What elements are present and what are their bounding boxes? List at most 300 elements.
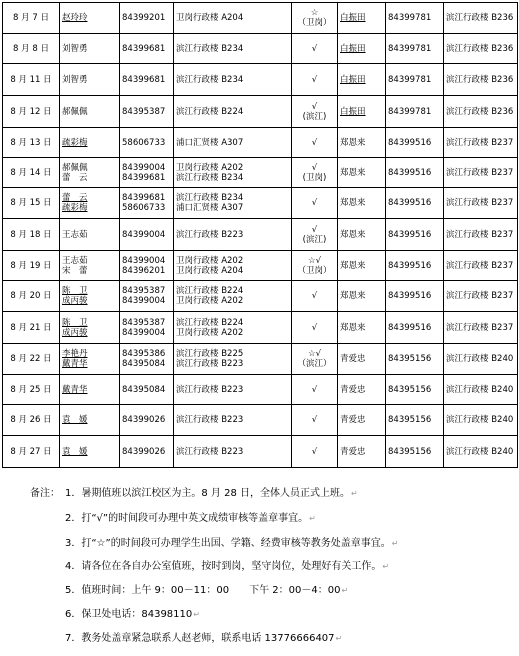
duty-office bbox=[174, 344, 292, 375]
duty-date-text: 8 月 26 日 bbox=[10, 415, 52, 425]
duty-date-text: 8 月 19 日 bbox=[10, 260, 52, 271]
leader-name bbox=[338, 3, 386, 34]
service-mark-line: √ bbox=[311, 162, 318, 173]
leader-office-text: 滨江行政楼 B236 bbox=[446, 13, 514, 23]
note-item bbox=[65, 609, 200, 621]
table-row bbox=[3, 312, 518, 344]
duty-phone bbox=[120, 34, 174, 64]
duty-staff bbox=[60, 344, 120, 375]
duty-office bbox=[174, 251, 292, 281]
leader-name-text: 白振田 bbox=[340, 13, 366, 23]
service-mark bbox=[292, 281, 338, 312]
service-mark-line: (滨江) bbox=[302, 234, 327, 245]
duty-office-line: 滨江行政楼 B234 bbox=[176, 43, 244, 54]
duty-date bbox=[3, 188, 60, 219]
duty-schedule-table bbox=[2, 2, 518, 468]
note-item bbox=[65, 633, 342, 645]
duty-phone-line: 84395387 bbox=[122, 317, 166, 328]
paragraph-mark-icon: ↵ bbox=[309, 514, 316, 523]
leader-phone-text: 84395156 bbox=[388, 415, 432, 425]
leader-office-text: 滨江行政楼 B237 bbox=[446, 322, 514, 333]
note-text: 3．打“☆”的时间段可办理学生出国、学籍、经费审核等教务处盖章事宜。 bbox=[65, 538, 391, 549]
duty-phone-line: 84399201 bbox=[122, 13, 166, 23]
leader-phone-text: 84399516 bbox=[388, 260, 432, 271]
duty-date bbox=[3, 344, 60, 375]
leader-office-text: 滨江行政楼 B237 bbox=[446, 167, 514, 178]
leader-name-text: 青爱忠 bbox=[340, 415, 366, 425]
leader-name bbox=[338, 312, 386, 344]
leader-office bbox=[444, 375, 518, 405]
duty-phone-line: 84399004 bbox=[122, 229, 166, 240]
duty-office-line: 滨江行政楼 B223 bbox=[176, 446, 244, 457]
service-mark bbox=[292, 344, 338, 375]
duty-phone bbox=[120, 312, 174, 344]
duty-phone-line: 84399681 bbox=[122, 172, 166, 183]
leader-name bbox=[338, 344, 386, 375]
leader-office-text: 滨江行政楼 B240 bbox=[446, 354, 514, 364]
duty-staff bbox=[60, 251, 120, 281]
note-item bbox=[65, 513, 316, 525]
leader-office bbox=[444, 344, 518, 375]
duty-staff-line: 袁 媛 bbox=[62, 415, 88, 425]
duty-staff-line: 成丙骏 bbox=[62, 327, 88, 338]
leader-office-text: 滨江行政楼 B236 bbox=[446, 43, 514, 54]
service-mark bbox=[292, 219, 338, 251]
leader-phone bbox=[386, 3, 444, 34]
duty-date bbox=[3, 158, 60, 188]
leader-office-text: 滨江行政楼 B236 bbox=[446, 74, 514, 85]
table-row bbox=[3, 251, 518, 281]
duty-office bbox=[174, 158, 292, 188]
leader-phone bbox=[386, 34, 444, 64]
duty-phone-line: 84399026 bbox=[122, 446, 166, 457]
leader-office-text: 滨江行政楼 B240 bbox=[446, 446, 514, 457]
duty-phone-line: 84395387 bbox=[122, 106, 166, 117]
leader-name bbox=[338, 64, 386, 96]
leader-phone bbox=[386, 312, 444, 344]
service-mark-line: (滨江) bbox=[302, 111, 327, 122]
duty-phone-line: 84395386 bbox=[122, 349, 166, 359]
service-mark-line: √ bbox=[311, 446, 318, 457]
leader-name bbox=[338, 375, 386, 405]
duty-date bbox=[3, 436, 60, 468]
service-mark bbox=[292, 34, 338, 64]
duty-staff-line: 王志茹 bbox=[62, 229, 88, 240]
leader-phone-text: 84395156 bbox=[388, 354, 432, 364]
duty-date-text: 8 月 13 日 bbox=[10, 137, 52, 148]
leader-phone-text: 84399781 bbox=[388, 74, 432, 85]
leader-phone bbox=[386, 281, 444, 312]
leader-office-text: 滨江行政楼 B237 bbox=[446, 198, 514, 208]
duty-staff bbox=[60, 158, 120, 188]
duty-phone-line: 84399681 bbox=[122, 43, 166, 54]
leader-phone bbox=[386, 219, 444, 251]
table-row bbox=[3, 436, 518, 468]
leader-phone bbox=[386, 405, 444, 436]
leader-office bbox=[444, 128, 518, 158]
duty-phone-line: 84399004 bbox=[122, 255, 166, 266]
service-mark bbox=[292, 251, 338, 281]
duty-phone bbox=[120, 405, 174, 436]
duty-date-text: 8 月 18 日 bbox=[10, 229, 52, 240]
notes-label: 备注： bbox=[30, 488, 60, 499]
duty-office-line: 滨江行政楼 B224 bbox=[176, 106, 244, 117]
service-mark bbox=[292, 3, 338, 34]
leader-name-text: 郑恩来 bbox=[340, 229, 366, 240]
leader-phone-text: 84399516 bbox=[388, 198, 432, 208]
table-row bbox=[3, 128, 518, 158]
leader-office bbox=[444, 188, 518, 219]
leader-phone bbox=[386, 64, 444, 96]
note-text: 1．暑期值班以滨江校区为主。8 月 28 日，全体人员正式上班。 bbox=[65, 488, 350, 499]
duty-phone-line: 84395387 bbox=[122, 286, 166, 296]
duty-date-text: 8 月 15 日 bbox=[10, 198, 52, 208]
leader-phone-text: 84399781 bbox=[388, 106, 432, 117]
duty-office bbox=[174, 34, 292, 64]
service-mark-line: (卫岗) bbox=[302, 172, 327, 183]
duty-date-text: 8 月 12 日 bbox=[10, 106, 52, 117]
duty-date-text: 8 月 21 日 bbox=[10, 322, 52, 333]
leader-office bbox=[444, 436, 518, 468]
duty-phone bbox=[120, 375, 174, 405]
leader-name bbox=[338, 34, 386, 64]
duty-staff-line: 郝佩佩 bbox=[62, 106, 88, 117]
service-mark-line: √ bbox=[311, 198, 318, 208]
duty-date-text: 8 月 7 日 bbox=[13, 13, 49, 23]
service-mark-line: √ bbox=[311, 137, 318, 148]
leader-name-text: 青爱忠 bbox=[340, 354, 366, 364]
leader-office bbox=[444, 312, 518, 344]
duty-office bbox=[174, 312, 292, 344]
leader-office bbox=[444, 281, 518, 312]
duty-office-line: 卫岗行政楼 A202 bbox=[176, 162, 244, 173]
table-row bbox=[3, 375, 518, 405]
service-mark-line: √ bbox=[311, 291, 318, 301]
service-mark-line: √ bbox=[311, 74, 318, 85]
duty-staff bbox=[60, 64, 120, 96]
leader-phone bbox=[386, 251, 444, 281]
leader-phone-text: 84399516 bbox=[388, 291, 432, 301]
duty-staff-line: 疏彩梅 bbox=[62, 203, 88, 213]
duty-office-line: 滨江行政楼 B225 bbox=[176, 349, 244, 359]
service-mark-line: ☆√ bbox=[307, 349, 322, 359]
duty-office bbox=[174, 375, 292, 405]
duty-staff bbox=[60, 436, 120, 468]
duty-staff bbox=[60, 312, 120, 344]
duty-office bbox=[174, 436, 292, 468]
service-mark-line: √ bbox=[311, 43, 318, 54]
service-mark bbox=[292, 96, 338, 128]
leader-phone-text: 84399516 bbox=[388, 167, 432, 178]
duty-phone-line: 84399681 bbox=[122, 193, 166, 203]
table-row bbox=[3, 96, 518, 128]
duty-date-text: 8 月 20 日 bbox=[10, 291, 52, 301]
service-mark-line: √ bbox=[311, 224, 318, 235]
duty-office bbox=[174, 188, 292, 219]
duty-date bbox=[3, 128, 60, 158]
duty-staff-line: 刘智勇 bbox=[62, 74, 88, 85]
table-row bbox=[3, 405, 518, 436]
duty-staff-line: 王志茹 bbox=[62, 255, 88, 266]
leader-office-text: 滨江行政楼 B237 bbox=[446, 137, 514, 148]
leader-office-text: 滨江行政楼 B237 bbox=[446, 260, 514, 271]
duty-office-line: 滨江行政楼 B234 bbox=[176, 193, 244, 203]
duty-office-line: 卫岗行政楼 A202 bbox=[176, 296, 244, 306]
leader-phone-text: 84395156 bbox=[388, 446, 432, 457]
duty-office-line: 滨江行政楼 B223 bbox=[176, 359, 244, 369]
leader-name-text: 白振田 bbox=[340, 106, 366, 117]
paragraph-mark-icon: ↵ bbox=[391, 539, 399, 548]
duty-date-text: 8 月 27 日 bbox=[10, 446, 52, 457]
leader-name bbox=[338, 281, 386, 312]
duty-phone bbox=[120, 436, 174, 468]
note-item bbox=[65, 585, 348, 597]
paragraph-mark-icon: ↵ bbox=[335, 634, 343, 643]
duty-date bbox=[3, 312, 60, 344]
duty-phone-line: 84395084 bbox=[122, 359, 166, 369]
duty-office-line: 滨江行政楼 B223 bbox=[176, 415, 244, 425]
duty-staff-line: 宋 蕾 bbox=[62, 265, 88, 276]
duty-office-line: 卫岗行政楼 A202 bbox=[176, 327, 244, 338]
service-mark-line: √ bbox=[311, 384, 318, 395]
leader-name-text: 青爱忠 bbox=[340, 384, 366, 395]
paragraph-mark-icon: ↵ bbox=[382, 562, 390, 571]
leader-office-text: 滨江行政楼 B237 bbox=[446, 229, 514, 240]
table-row bbox=[3, 344, 518, 375]
leader-office bbox=[444, 219, 518, 251]
leader-name bbox=[338, 405, 386, 436]
leader-office bbox=[444, 96, 518, 128]
duty-office-line: 滨江行政楼 B223 bbox=[176, 229, 244, 240]
duty-office-line: 滨江行政楼 B234 bbox=[176, 74, 244, 85]
leader-phone bbox=[386, 128, 444, 158]
duty-staff-line: 疏彩梅 bbox=[62, 137, 88, 148]
service-mark bbox=[292, 158, 338, 188]
leader-name bbox=[338, 251, 386, 281]
service-mark bbox=[292, 128, 338, 158]
leader-name-text: 白振田 bbox=[340, 43, 366, 54]
note-item bbox=[65, 488, 358, 500]
duty-office bbox=[174, 281, 292, 312]
leader-name-text: 郑恩来 bbox=[340, 260, 366, 271]
duty-staff bbox=[60, 3, 120, 34]
duty-phone-line: 84399004 bbox=[122, 162, 166, 173]
service-mark bbox=[292, 188, 338, 219]
duty-phone bbox=[120, 344, 174, 375]
table-row bbox=[3, 219, 518, 251]
service-mark bbox=[292, 312, 338, 344]
duty-date bbox=[3, 251, 60, 281]
duty-staff-line: 陈 卫 bbox=[62, 317, 88, 328]
duty-phone bbox=[120, 281, 174, 312]
duty-date-text: 8 月 11 日 bbox=[10, 74, 52, 85]
paragraph-mark-icon: ↵ bbox=[193, 610, 200, 619]
duty-office-line: 滨江行政楼 B224 bbox=[176, 286, 244, 296]
note-item bbox=[65, 538, 398, 550]
leader-office-text: 滨江行政楼 B240 bbox=[446, 415, 514, 425]
duty-date bbox=[3, 375, 60, 405]
leader-name-text: 郑恩来 bbox=[340, 137, 366, 148]
duty-staff bbox=[60, 188, 120, 219]
duty-phone bbox=[120, 158, 174, 188]
leader-name-text: 青爱忠 bbox=[340, 446, 366, 457]
leader-phone-text: 84399516 bbox=[388, 229, 432, 240]
duty-office-line: 浦口汇贤楼 A307 bbox=[176, 137, 244, 148]
duty-phone bbox=[120, 96, 174, 128]
table-row bbox=[3, 64, 518, 96]
duty-date bbox=[3, 64, 60, 96]
service-mark-line: （卫岗） bbox=[297, 18, 332, 28]
duty-office bbox=[174, 3, 292, 34]
leader-phone bbox=[386, 158, 444, 188]
service-mark bbox=[292, 405, 338, 436]
leader-name-text: 白振田 bbox=[340, 74, 366, 85]
duty-phone-line: 84399004 bbox=[122, 327, 166, 338]
leader-name bbox=[338, 219, 386, 251]
duty-staff-line: 李艳丹 bbox=[62, 349, 88, 359]
leader-office bbox=[444, 405, 518, 436]
service-mark-line: ☆√ bbox=[307, 255, 322, 266]
duty-staff bbox=[60, 375, 120, 405]
duty-staff-line: 成丙骏 bbox=[62, 296, 88, 306]
leader-name-text: 郑恩来 bbox=[340, 198, 366, 208]
paragraph-mark-icon: ↵ bbox=[341, 586, 349, 595]
duty-phone bbox=[120, 188, 174, 219]
duty-staff-line: 戴青华 bbox=[62, 384, 88, 395]
leader-name bbox=[338, 188, 386, 219]
duty-phone-line: 84399681 bbox=[122, 74, 166, 85]
note-text: 4．请各位在各自办公室值班，按时到岗，坚守岗位，处理好有关工作。 bbox=[65, 561, 382, 572]
service-mark-line: √ bbox=[311, 101, 318, 112]
duty-phone-line: 58606733 bbox=[122, 137, 166, 148]
duty-phone-line: 84395084 bbox=[122, 384, 166, 395]
duty-date bbox=[3, 3, 60, 34]
leader-phone-text: 84399781 bbox=[388, 43, 432, 54]
leader-phone-text: 84399516 bbox=[388, 322, 432, 333]
leader-phone bbox=[386, 436, 444, 468]
leader-name bbox=[338, 158, 386, 188]
duty-phone bbox=[120, 64, 174, 96]
leader-phone-text: 84399516 bbox=[388, 137, 432, 148]
table-row bbox=[3, 188, 518, 219]
duty-phone bbox=[120, 251, 174, 281]
duty-staff-line: 袁 媛 bbox=[62, 446, 88, 457]
service-mark-line: ☆ bbox=[310, 8, 319, 18]
duty-staff bbox=[60, 281, 120, 312]
service-mark-line: （滨江） bbox=[297, 359, 332, 369]
leader-name-text: 郑恩来 bbox=[340, 167, 366, 178]
service-mark bbox=[292, 375, 338, 405]
duty-staff-line: 蕾 云 bbox=[62, 172, 88, 183]
duty-office-line: 卫岗行政楼 A204 bbox=[176, 265, 244, 276]
table-row bbox=[3, 3, 518, 34]
table-row bbox=[3, 158, 518, 188]
leader-name bbox=[338, 436, 386, 468]
duty-phone bbox=[120, 219, 174, 251]
duty-staff-line: 陈 卫 bbox=[62, 286, 88, 296]
leader-name bbox=[338, 128, 386, 158]
leader-office-text: 滨江行政楼 B240 bbox=[446, 384, 514, 395]
duty-date bbox=[3, 96, 60, 128]
duty-phone-line: 84399026 bbox=[122, 415, 166, 425]
leader-office-text: 滨江行政楼 B236 bbox=[446, 106, 514, 117]
leader-office bbox=[444, 251, 518, 281]
duty-office bbox=[174, 64, 292, 96]
duty-office bbox=[174, 128, 292, 158]
leader-phone bbox=[386, 188, 444, 219]
duty-date bbox=[3, 34, 60, 64]
note-text: 7．教务处盖章紧急联系人赵老师，联系电话 13776666407 bbox=[65, 633, 335, 644]
leader-office bbox=[444, 64, 518, 96]
note-item bbox=[65, 561, 389, 573]
duty-office-line: 卫岗行政楼 A202 bbox=[176, 255, 244, 266]
duty-staff-line: 赵玲玲 bbox=[62, 13, 88, 23]
service-mark-line: √ bbox=[311, 415, 318, 425]
duty-office-line: 卫岗行政楼 A204 bbox=[176, 13, 244, 23]
duty-date bbox=[3, 219, 60, 251]
leader-phone bbox=[386, 375, 444, 405]
duty-office bbox=[174, 96, 292, 128]
duty-phone bbox=[120, 3, 174, 34]
duty-date bbox=[3, 281, 60, 312]
duty-staff bbox=[60, 405, 120, 436]
duty-phone bbox=[120, 128, 174, 158]
duty-staff bbox=[60, 128, 120, 158]
duty-staff bbox=[60, 219, 120, 251]
duty-date-text: 8 月 22 日 bbox=[10, 354, 52, 364]
paragraph-mark-icon: ↵ bbox=[351, 489, 358, 498]
leader-office bbox=[444, 34, 518, 64]
duty-staff-line: 刘智勇 bbox=[62, 43, 88, 54]
duty-date-text: 8 月 8 日 bbox=[13, 43, 49, 54]
leader-phone-text: 84399781 bbox=[388, 13, 432, 23]
service-mark bbox=[292, 436, 338, 468]
duty-office bbox=[174, 405, 292, 436]
duty-staff-line: 郝佩佩 bbox=[62, 162, 88, 173]
note-text: 5．值班时间：上午 9：00－11：00 下午 2：00－4：00 bbox=[65, 585, 341, 596]
duty-phone-line: 84396201 bbox=[122, 265, 166, 276]
service-mark-line: √ bbox=[311, 322, 318, 333]
service-mark-line: （卫岗） bbox=[297, 265, 332, 276]
leader-name bbox=[338, 96, 386, 128]
duty-staff bbox=[60, 34, 120, 64]
duty-office-line: 滨江行政楼 B223 bbox=[176, 384, 244, 395]
leader-phone bbox=[386, 344, 444, 375]
leader-office bbox=[444, 3, 518, 34]
duty-office bbox=[174, 219, 292, 251]
leader-name-text: 郑恩来 bbox=[340, 322, 366, 333]
duty-office-line: 滨江行政楼 B234 bbox=[176, 172, 244, 183]
service-mark bbox=[292, 64, 338, 96]
table-row bbox=[3, 281, 518, 312]
leader-phone bbox=[386, 96, 444, 128]
duty-staff bbox=[60, 96, 120, 128]
duty-date bbox=[3, 405, 60, 436]
duty-date-text: 8 月 25 日 bbox=[10, 384, 52, 395]
duty-office-line: 浦口汇贤楼 A307 bbox=[176, 203, 244, 213]
duty-office-line: 滨江行政楼 B224 bbox=[176, 317, 244, 328]
leader-office-text: 滨江行政楼 B237 bbox=[446, 291, 514, 301]
table-row bbox=[3, 34, 518, 64]
leader-office bbox=[444, 158, 518, 188]
leader-phone-text: 84395156 bbox=[388, 384, 432, 395]
note-text: 6．保卫处电话：84398110 bbox=[65, 609, 193, 620]
duty-phone-line: 84399004 bbox=[122, 296, 166, 306]
duty-phone-line: 58606733 bbox=[122, 203, 166, 213]
leader-name-text: 郑恩来 bbox=[340, 291, 366, 301]
note-text: 2．打“√”的时间段可办理中英文成绩审核等盖章事宜。 bbox=[65, 513, 309, 524]
duty-staff-line: 戴青华 bbox=[62, 359, 88, 369]
